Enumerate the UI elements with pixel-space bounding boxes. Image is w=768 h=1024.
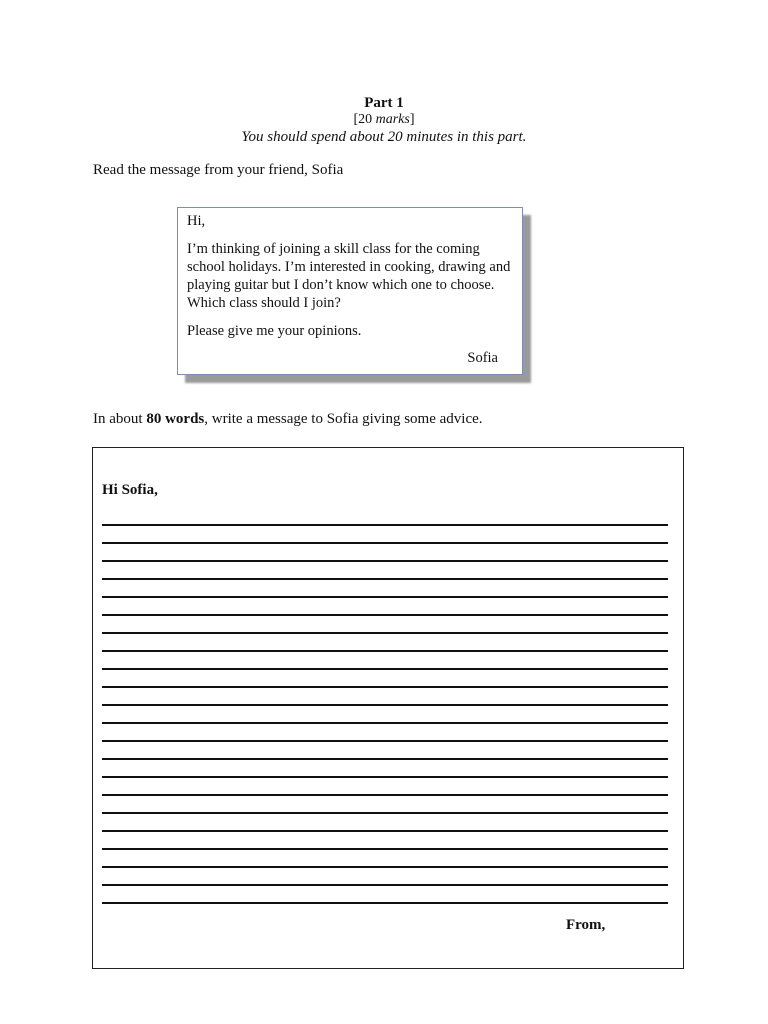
writing-line[interactable] bbox=[102, 776, 668, 778]
writing-line[interactable] bbox=[102, 614, 668, 616]
writing-line[interactable] bbox=[102, 812, 668, 814]
writing-line[interactable] bbox=[102, 686, 668, 688]
writing-line[interactable] bbox=[102, 704, 668, 706]
answer-from-label: From, bbox=[566, 917, 606, 933]
writing-line[interactable] bbox=[102, 884, 668, 886]
writing-line[interactable] bbox=[102, 668, 668, 670]
writing-line[interactable] bbox=[102, 596, 668, 598]
writing-line[interactable] bbox=[102, 632, 668, 634]
time-instruction: You should spend about 20 minutes in this part. bbox=[241, 129, 527, 145]
message-request: Please give me your opinions. bbox=[187, 323, 362, 339]
friend-message-box bbox=[177, 207, 523, 375]
marks-label bbox=[0, 112, 768, 128]
writing-line[interactable] bbox=[102, 650, 668, 652]
marks-word: marks bbox=[375, 112, 410, 127]
writing-line[interactable] bbox=[102, 542, 668, 544]
writing-line[interactable] bbox=[102, 866, 668, 868]
message-greeting: Hi, bbox=[187, 213, 206, 229]
task-prefix: In about bbox=[93, 411, 147, 427]
answer-greeting: Hi Sofia, bbox=[102, 482, 158, 498]
writing-line[interactable] bbox=[102, 848, 668, 850]
writing-line[interactable] bbox=[102, 560, 668, 562]
message-signoff: Sofia bbox=[467, 350, 498, 366]
writing-line[interactable] bbox=[102, 902, 668, 904]
task-suffix: , write a message to Sofia giving some advice. bbox=[204, 411, 483, 427]
answer-box[interactable] bbox=[92, 447, 684, 969]
task-instruction bbox=[93, 411, 483, 428]
message-body: I’m thinking of joining a skill class for the coming school holidays. I’m interested in cooking, drawing and playing guitar but I don’t know which one to choose. Which class should I join? bbox=[187, 241, 511, 311]
read-instruction: Read the message from your friend, Sofia bbox=[93, 162, 344, 178]
writing-line[interactable] bbox=[102, 794, 668, 796]
marks-close: ] bbox=[409, 112, 415, 127]
writing-line[interactable] bbox=[102, 740, 668, 742]
writing-line[interactable] bbox=[102, 578, 668, 580]
part-title: Part 1 bbox=[364, 95, 404, 111]
task-word-count: 80 words bbox=[146, 411, 205, 427]
writing-line[interactable] bbox=[102, 524, 668, 526]
writing-line[interactable] bbox=[102, 830, 668, 832]
marks-open: [20 bbox=[353, 112, 376, 127]
part-header bbox=[0, 95, 768, 146]
writing-line[interactable] bbox=[102, 722, 668, 724]
writing-line[interactable] bbox=[102, 758, 668, 760]
